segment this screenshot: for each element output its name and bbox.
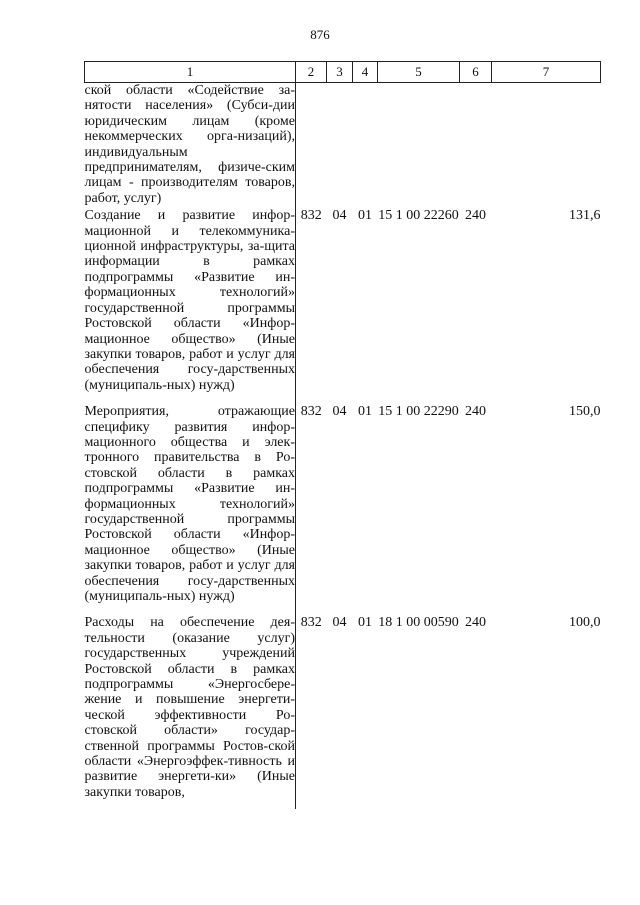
row-subsection: 01 [358,615,372,631]
header-col-5: 5 [378,62,460,83]
row-target-article: 15 1 00 22260 [378,208,459,224]
row-ministry-code: 832 [300,615,322,631]
row-subsection [353,83,378,207]
table-row [85,206,601,402]
row-section: 04 [332,615,347,631]
row-expense-type: 240 [465,208,486,224]
row-amount [492,83,601,207]
row-expense-type [460,83,492,207]
row-expense-type: 240 [465,404,486,420]
header-col-4: 4 [353,62,378,83]
header-col-2: 2 [296,62,327,83]
row-target-article: 18 1 00 00590 [378,615,459,631]
page-number: 876 [310,27,330,42]
row-subsection: 01 [358,208,372,224]
row-subsection: 01 [358,404,372,420]
row-section: 04 [332,208,347,224]
row-amount: 131,6 [569,208,601,224]
header-col-1: 1 [85,62,296,83]
row-target-article: 15 1 00 22290 [378,404,459,420]
table-row [85,613,601,809]
header-col-7: 7 [492,62,601,83]
table-row [85,83,601,207]
row-expense-type: 240 [465,615,486,631]
header-row [85,62,601,83]
row-amount: 100,0 [569,615,601,631]
header-col-6: 6 [460,62,492,83]
row-section [327,83,353,207]
header-col-3: 3 [327,62,353,83]
row-target-article [378,83,460,207]
row-description: Расходы на обеспечение дея-тельности (оказание услуг) государственных учреждений Ростовской области в рамках подпрограммы «Энергосбере-жение и повышение энергети-ческой эффективности Ро-стовской области» государ-ственной программы Ростов-ской области «Энергоэффек-тивность и развитие энергети-ки» (Иные закупки товаров, [85,613,296,809]
row-ministry-code: 832 [300,208,322,224]
row-amount: 150,0 [569,404,601,420]
row-description: Мероприятия, отражающие специфику развития инфор-мационного общества и элек-тронного правительства в Ро-стовской области в рамках подпрограммы «Развитие ин-формационных технологий» государственной программы Ростовской области «Инфор-мационное общество» (Иные закупки товаров, работ и услуг для обеспечения госу-дарственных (муниципаль-ных) нужд) [85,402,296,613]
row-section: 04 [332,404,347,420]
table-row [85,402,601,613]
row-ministry-code: 832 [300,404,322,420]
row-description: ской области «Содействие за-нятости населения» (Субси-дии юридическим лицам (кроме некоммерческих орга-низаций), индивидуальным предпринимателям, физиче-ским лицам - производителям товаров, работ, услуг) [84,83,295,206]
row-description: Создание и развитие инфор-мационной и телекоммуника-ционной инфраструктуры, за-щита информации в рамках подпрограммы «Развитие ин-формационных технологий» государственной программы Ростовской области «Инфор-мационное общество» (Иные закупки товаров, работ и услуг для обеспечения госу-дарственных (муниципаль-ных) нужд) [85,206,296,402]
row-ministry-code [296,83,327,207]
budget-table [84,61,601,809]
